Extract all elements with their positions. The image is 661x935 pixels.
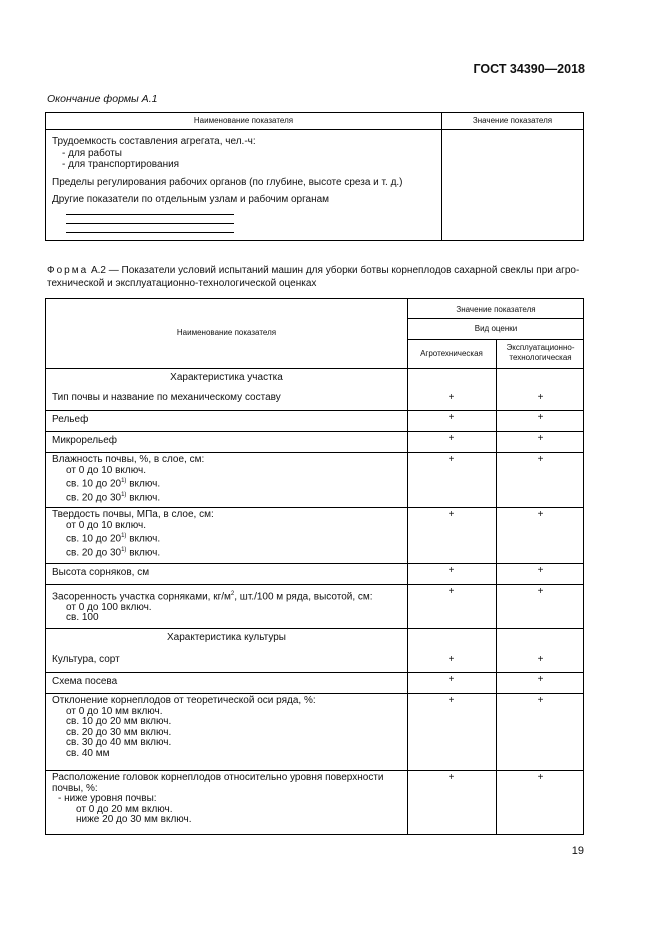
plus-mark: +: [448, 565, 455, 576]
row-label: [52, 455, 204, 504]
column-header-value: Значение показателя: [456, 305, 536, 314]
plus-mark: +: [537, 565, 544, 576]
column-header-expl: [496, 343, 585, 363]
row-label: Культура, сорт: [52, 654, 120, 665]
plus-mark: +: [537, 433, 544, 444]
plus-mark: +: [537, 772, 544, 783]
form-title-line2: технической и эксплуатационно-технологической оценках: [47, 278, 317, 289]
plus-mark: +: [448, 586, 455, 597]
row-label: [52, 773, 384, 826]
sub-item: св. 40 мм: [66, 747, 110, 759]
sub-item: [52, 490, 204, 504]
heads-label-1: Расположение головок корнеплодов относительно уровня поверхности: [52, 772, 384, 783]
sub-item: ниже 20 до 30 мм включ.: [76, 814, 192, 825]
incl-text: включ.: [126, 547, 161, 559]
blank-line: [66, 215, 234, 224]
plus-mark: +: [448, 392, 455, 403]
sub-item-text: св. 10 до 20: [66, 478, 122, 490]
sub-item: св. 20 до 30 мм включ.: [66, 726, 172, 738]
row-label: Высота сорняков, см: [52, 567, 150, 578]
row-label: Схема посева: [52, 676, 118, 687]
sub-item: св. 30 до 40 мм включ.: [66, 737, 172, 748]
plus-mark: +: [537, 586, 544, 597]
row-label: Рельеф: [52, 414, 89, 425]
heads-label-2: почвы, %:: [52, 782, 98, 794]
form-title-line1: А.2 — Показатели условий испытаний машин для уборки ботвы корнеплодов сахарной свеклы при агро-: [88, 265, 580, 276]
plus-mark: +: [537, 654, 544, 665]
hardness-label: Твердость почвы, МПа, в слое, см:: [52, 509, 214, 520]
row-divider: [46, 672, 583, 673]
row-divider: [46, 693, 583, 694]
column-header-value: Значение показателя: [472, 116, 553, 125]
column-header-expl-line2: технологическая: [509, 353, 572, 362]
plus-mark: +: [448, 654, 455, 665]
row-divider: [46, 563, 583, 564]
row-divider: [46, 584, 583, 585]
sub-item: от 0 до 20 мм включ.: [76, 803, 173, 815]
row-divider: [46, 628, 583, 629]
sub-item-text: св. 20 до 30: [66, 492, 122, 504]
deviation-label: Отклонение корнеплодов от теоретической оси ряда, %:: [52, 695, 316, 706]
plus-mark: +: [537, 674, 544, 685]
list-item: - для работы: [62, 147, 122, 159]
section-row: [46, 368, 583, 392]
sub-item: [52, 476, 204, 490]
column-header-name: Наименование показателя: [176, 328, 277, 337]
row-divider: [46, 410, 583, 411]
footnote-mark: 1): [121, 546, 127, 553]
column-header-type: Вид оценки: [474, 324, 518, 333]
sub-item-text: св. 10 до 20: [66, 533, 122, 545]
row-label: Микрорельеф: [52, 435, 118, 446]
plus-mark: +: [448, 454, 455, 465]
labor-intensity-label: Трудоемкость составления агрегата, чел.-ч:: [52, 136, 256, 147]
row-divider: [46, 507, 583, 508]
moisture-label: Влажность почвы, %, в слое, см:: [52, 454, 205, 465]
sub-item: от 0 до 10 включ.: [66, 519, 147, 531]
sub-item: [52, 531, 214, 545]
weediness-text-end: , шт./100 м ряда, высотой, см:: [234, 591, 373, 603]
plus-mark: +: [537, 454, 544, 465]
row-divider: [46, 452, 583, 453]
section-crop-title: Характеристика культуры: [167, 632, 286, 643]
sub-item: от 0 до 10 мм включ.: [66, 705, 163, 717]
superscript: 2: [230, 591, 235, 597]
plus-mark: +: [448, 772, 455, 783]
column-header-agro: Агротехническая: [420, 349, 483, 358]
adjustment-limits-label: Пределы регулирования рабочих органов (по глубине, высоте среза и т. д.): [52, 176, 403, 188]
sub-item: св. 10 до 20 мм включ.: [66, 716, 172, 727]
page-number: 19: [571, 845, 584, 857]
plus-mark: +: [448, 695, 455, 706]
sub-item: св. 100: [66, 612, 99, 624]
row-divider: [46, 770, 583, 771]
blank-line: [66, 224, 234, 233]
form-prefix: Форма: [47, 265, 89, 276]
column-header-expl-line1: Эксплуатационно-: [506, 343, 575, 352]
table-header: [46, 113, 583, 130]
sub-item: от 0 до 10 включ.: [66, 464, 147, 476]
plus-mark: +: [537, 509, 544, 520]
table-body: [52, 136, 403, 233]
form-a1-table: [45, 112, 584, 241]
sub-item: [52, 545, 214, 559]
row-divider: [407, 318, 583, 319]
sub-item-text: св. 20 до 30: [66, 547, 122, 559]
column-divider: [441, 113, 442, 240]
row-label: [52, 589, 373, 624]
row-label: [52, 510, 214, 559]
footnote-mark: 1): [121, 533, 127, 539]
footnote-mark: 1): [121, 491, 127, 498]
section-site-title: Характеристика участка: [170, 372, 283, 383]
weediness-text: Засоренность участка сорняками, кг/м: [52, 591, 231, 603]
sub-item: от 0 до 100 включ.: [66, 601, 152, 613]
other-indicators-label: Другие показатели по отдельным узлам и рабочим органам: [52, 194, 330, 205]
plus-mark: +: [448, 509, 455, 520]
row-label: Тип почвы и название по механическому составу: [52, 392, 281, 403]
incl-text: включ.: [126, 478, 161, 490]
plus-mark: +: [537, 695, 544, 706]
plus-mark: +: [448, 412, 455, 423]
row-divider: [407, 339, 583, 340]
column-header-name: Наименование показателя: [193, 116, 294, 125]
sub-item: - ниже уровня почвы:: [58, 793, 157, 804]
incl-text: включ.: [126, 533, 161, 545]
plus-mark: +: [537, 392, 544, 403]
plus-mark: +: [448, 433, 455, 444]
standard-number: ГОСТ 34390—2018: [473, 62, 585, 76]
blank-line: [66, 206, 234, 215]
row-divider: [46, 431, 583, 432]
weediness-label: [52, 589, 373, 603]
plus-mark: +: [537, 412, 544, 423]
form-a2-table: [45, 298, 584, 835]
incl-text: включ.: [126, 492, 161, 504]
continuation-caption: Окончание формы А.1: [47, 93, 158, 105]
list-item: - для транспортирования: [62, 159, 180, 170]
row-label: [52, 696, 316, 759]
footnote-mark: 1): [121, 478, 127, 484]
form-a2-title: [47, 264, 584, 290]
plus-mark: +: [448, 674, 455, 685]
